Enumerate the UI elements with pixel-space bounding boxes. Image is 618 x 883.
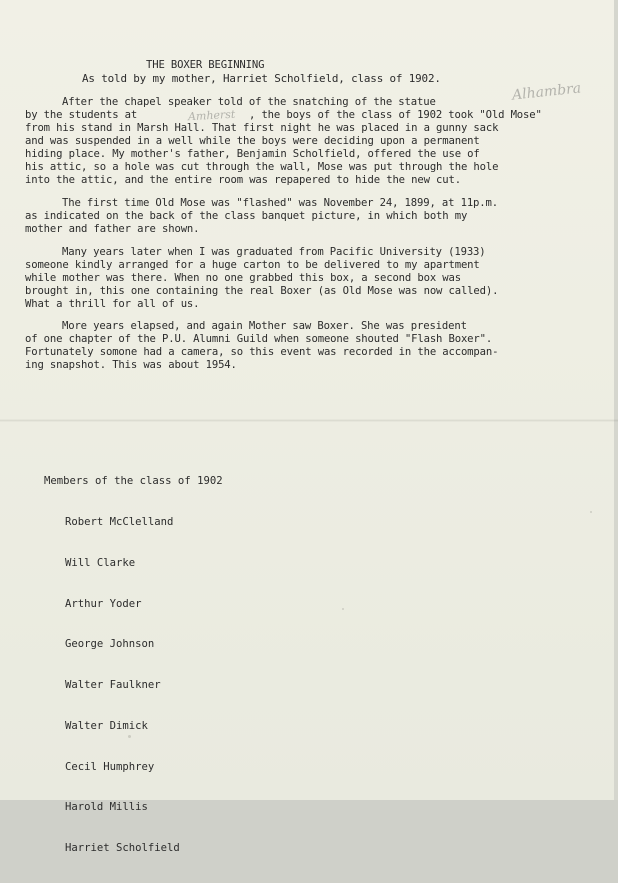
member-item: Walter Dimick [65,719,148,732]
paragraph-3-line-2: someone kindly arranged for a huge carton to be delivered to my apartment [25,259,480,271]
paper-speck [342,608,344,610]
paragraph-4-line-4: ing snapshot. This was about 1954. [25,359,237,371]
paragraph-1-line-7: into the attic, and the entire room was repapered to hide the new cut. [25,174,461,186]
paragraph-1-line-6: his attic, so a hole was cut through the wall, Mose was put through the hole [25,161,499,173]
member-item: Walter Faulkner [65,679,161,692]
member-item: George Johnson [65,638,155,651]
member-item: Will Clarke [65,556,136,569]
paragraph-1-line-1: After the chapel speaker told of the snatching of the statue [62,96,436,108]
member-item: Harriet Scholfield [65,842,180,855]
member-item: Cecil Humphrey [65,760,155,773]
member-item: Harold Millis [65,801,148,814]
paragraph-3-line-3: while mother was there. When no one grabbed this box, a second box was [25,272,461,284]
paragraph-1-line-5: hiding place. My mother's father, Benjamin Scholfield, offered the use of [25,148,480,160]
paragraph-4-line-2: of one chapter of the P.U. Alumni Guild when someone shouted "Flash Boxer". [25,333,493,345]
paragraph-2-line-1: The first time Old Mose was "flashed" was November 24, 1899, at 11p.m. [62,197,498,209]
members-list-title: Members of the class of 1902 [44,475,223,488]
handwritten-inline-insert: Amherst [187,107,236,124]
paper-speck [128,735,131,738]
handwritten-annotation: Alhambra [511,80,582,104]
paragraph-3-line-4: brought in, this one containing the real Boxer (as Old Mose was now called). [25,285,499,297]
paragraph-1-line-2a: by the students at [25,109,138,121]
paragraph-4-line-3: Fortunately somone had a camera, so this event was recorded in the accompan- [25,346,499,358]
page-edge [614,0,618,800]
member-item: Arthur Yoder [65,597,142,610]
paragraph-1-line-3: from his stand in Marsh Hall. That first night he was placed in a gunny sack [25,122,499,134]
paragraph-4-line-1: More years elapsed, and again Mother saw Boxer. She was president [62,320,467,332]
document-title: THE BOXER BEGINNING [146,59,265,71]
class-members-list [44,448,223,883]
paragraph-3-line-5: What a thrill for all of us. [25,298,200,310]
paper-speck [590,511,592,513]
paragraph-1-line-2b: , the boys of the class of 1902 took "Old Mose" [249,109,542,121]
document-byline: As told by my mother, Harriet Scholfield, class of 1902. [82,72,441,85]
paper-fold-line [0,419,618,422]
paragraph-3-line-1: Many years later when I was graduated from Pacific University (1933) [62,246,486,258]
paragraph-2-line-3: mother and father are shown. [25,223,200,235]
paragraph-2-line-2: as indicated on the back of the class banquet picture, in which both my [25,210,468,222]
paragraph-1-line-4: and was suspended in a well while the boys were deciding upon a permanent [25,135,480,147]
member-item: Robert McClelland [65,515,174,528]
